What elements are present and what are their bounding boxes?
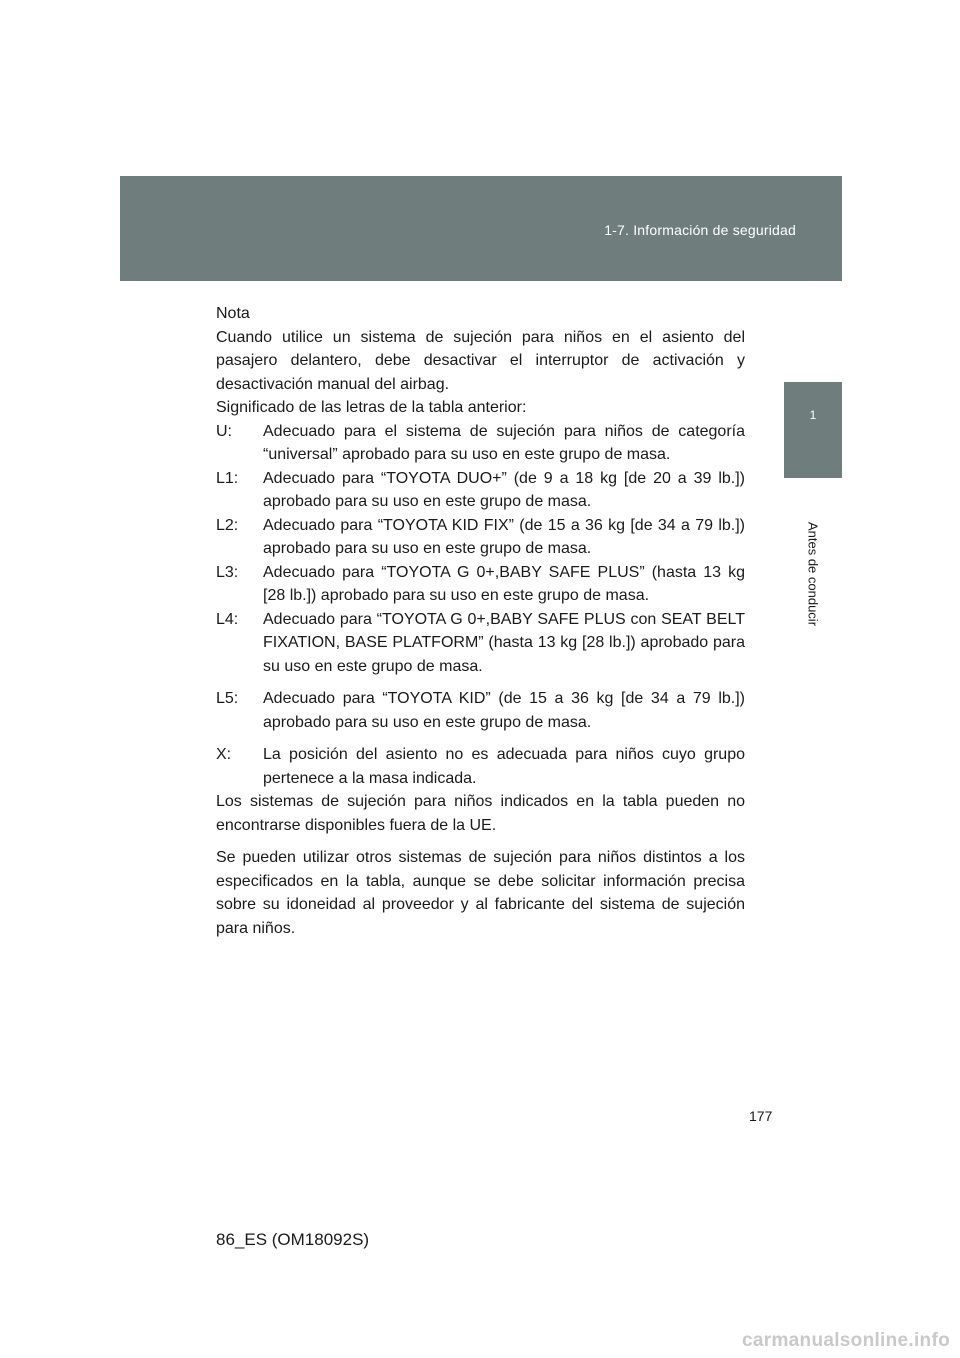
definition-text: Adecuado para “TOYOTA DUO+” (de 9 a 18 kg [de 20 a 39 lb.]) aprobado para su uso en este grupo de masa. [263,469,745,510]
note-paragraph: Cuando utilice un sistema de sujeción para niños en el asiento del pasajero delantero, debe desactivar el interruptor de activación y desactivación manual del airbag. [216,328,745,393]
definition-item [216,608,745,679]
definition-item [216,743,745,790]
definition-item [216,420,745,467]
definition-item [216,514,745,561]
legend-intro: Significado de las letras de la tabla anterior: [216,399,527,416]
chapter-number: 1 [809,408,817,422]
definition-text: Adecuado para “TOYOTA G 0+,BABY SAFE PLUS con SEAT BELT FIXATION, BASE PLATFORM” (hasta 13 kg [28 lb.]) aprobado para su uso en este grupo de masa. [263,610,745,675]
definition-item [216,467,745,514]
note-heading: Nota [216,305,250,322]
section-header-band [120,176,842,281]
definition-key: L3: [216,563,239,581]
definition-key: L4: [216,610,239,628]
definition-item [216,687,745,734]
definition-text: Adecuado para “TOYOTA KID” (de 15 a 36 kg [de 34 a 79 lb.]) aprobado para su uso en este grupo de masa. [263,690,745,731]
watermark: carmanualsonline.info [742,1330,950,1351]
chapter-label: Antes de conducir [805,521,821,627]
definition-text: Adecuado para “TOYOTA G 0+,BABY SAFE PLUS” (hasta 13 kg [28 lb.]) aprobado para su uso en este grupo de masa. [263,563,745,604]
availability-paragraph: Los sistemas de sujeción para niños indicados en la tabla pueden no encontrarse disponibles fuera de la UE. [216,793,745,834]
document-code: 86_ES (OM18092S) [216,1230,370,1249]
definition-key: L2: [216,516,239,534]
definition-key: U: [216,422,232,440]
section-title: 1-7. Información de seguridad [604,222,796,238]
definition-item [216,561,745,608]
chapter-tab [784,382,842,478]
definition-text: La posición del asiento no es adecuada para niños cuyo grupo pertenece a la masa indicada. [263,746,745,787]
definition-key: L1: [216,469,239,487]
other-systems-paragraph: Se pueden utilizar otros sistemas de sujeción para niños distintos a los especificados en la tabla, aunque se debe solicitar información precisa sobre su idoneidad al proveedor y al fabricante del sistema de sujeción para niños. [216,849,745,937]
page-content [216,302,745,940]
definition-text: Adecuado para “TOYOTA KID FIX” (de 15 a 36 kg [de 34 a 79 lb.]) aprobado para su uso en este grupo de masa. [263,516,745,557]
definition-text: Adecuado para el sistema de sujeción para niños de categoría “universal” aprobado para su uso en este grupo de masa. [263,422,745,463]
definition-key: L5: [216,690,239,707]
definition-key: X: [216,746,232,763]
page-number: 177 [749,1108,773,1124]
